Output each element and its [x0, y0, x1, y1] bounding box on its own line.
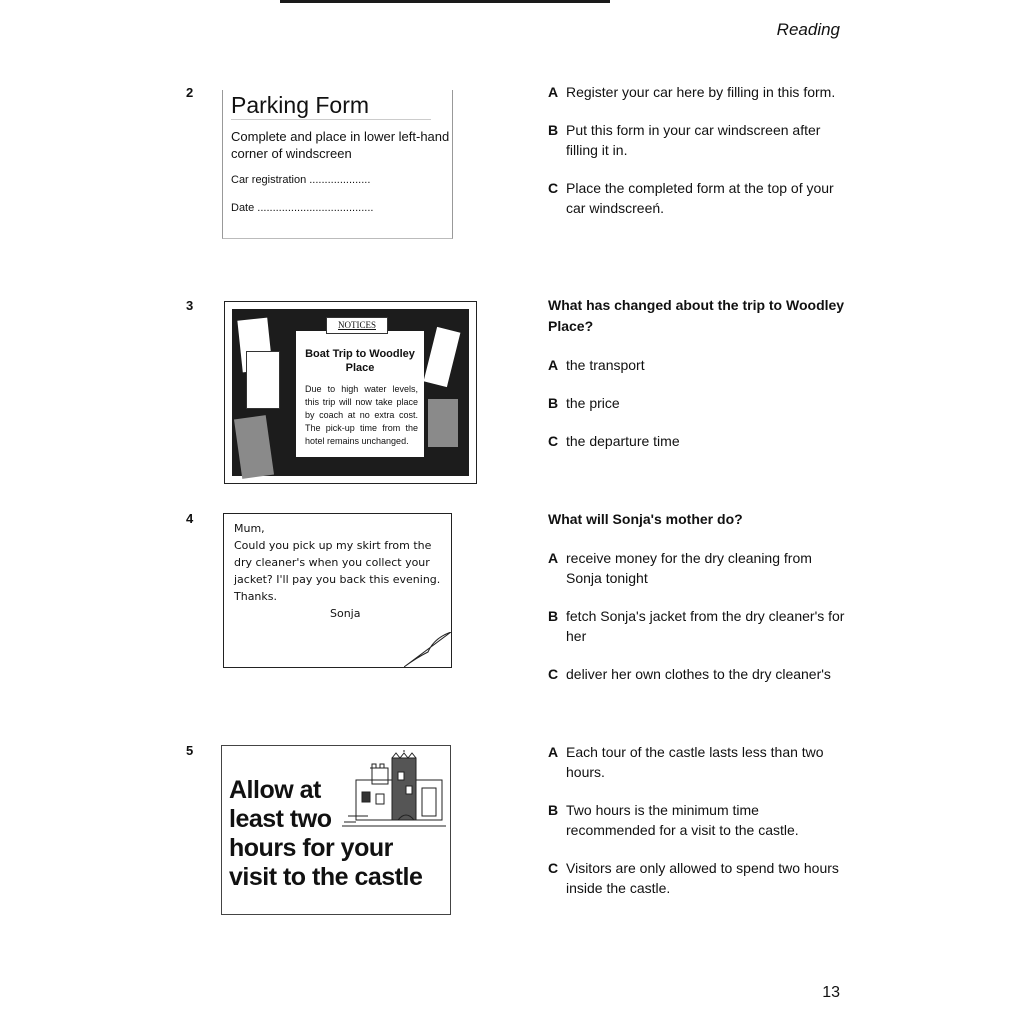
notice-board	[224, 301, 477, 484]
parking-form	[222, 90, 453, 239]
option-a[interactable]: A receive money for the dry cleaning from Sonja tonight	[548, 550, 812, 586]
sign-line: hours for your	[229, 834, 393, 862]
note-greeting: Mum,	[234, 522, 265, 535]
question-number-5: 5	[186, 743, 194, 758]
pinned-paper	[428, 399, 458, 447]
option-b[interactable]: B Put this form in your car windscreen after filling it in.	[548, 122, 821, 158]
option-c[interactable]: C Place the completed form at the top of your car windscreeń.	[548, 180, 834, 216]
answer-options-5	[548, 742, 848, 916]
notice-title: Boat Trip to Woodley Place	[305, 348, 415, 374]
note-text	[234, 520, 444, 622]
pinned-paper	[234, 415, 274, 479]
answer-options-2	[548, 82, 848, 236]
option-c[interactable]: C Visitors are only allowed to spend two hours inside the castle.	[548, 860, 839, 896]
page-curl-icon	[404, 632, 452, 668]
pinned-paper	[424, 327, 461, 387]
top-rule	[280, 0, 610, 3]
sign-line: least two	[229, 805, 332, 833]
option-b[interactable]: B fetch Sonja's jacket from the dry cleaner's for her	[548, 608, 845, 644]
question-text-4: What will Sonja's mother do?	[548, 511, 743, 527]
car-registration-field: Car registration ....................	[231, 174, 371, 186]
option-a[interactable]: A Each tour of the castle lasts less than two hours.	[548, 744, 824, 780]
notices-label: NOTICES	[326, 317, 388, 334]
board-background	[232, 309, 469, 476]
handwritten-note	[223, 513, 452, 668]
section-header: Reading	[776, 20, 840, 39]
boat-trip-notice	[296, 331, 424, 457]
castle-sign	[221, 745, 451, 915]
option-c[interactable]: C the departure time	[548, 433, 680, 449]
note-thanks: Thanks.	[234, 590, 278, 603]
option-b[interactable]: B Two hours is the minimum time recommended for a visit to the castle.	[548, 802, 799, 838]
sign-line: Allow at	[229, 776, 321, 804]
option-c[interactable]: C deliver her own clothes to the dry cleaner's	[548, 666, 831, 682]
page-number: 13	[822, 984, 840, 1001]
option-a[interactable]: A Register your car here by filling in this form.	[548, 84, 836, 100]
answer-options-4	[548, 509, 848, 702]
parking-form-title: Parking Form	[231, 90, 431, 120]
answer-options-3	[548, 295, 848, 469]
option-b[interactable]: B the price	[548, 395, 620, 411]
note-signature: Sonja	[330, 607, 361, 620]
notice-body: Due to high water levels, this trip will now take place by coach at no extra cost. The pick-up time from the hotel remains unchanged.	[305, 384, 418, 446]
question-number-4: 4	[186, 511, 194, 526]
option-a[interactable]: A the transport	[548, 357, 645, 373]
pinned-paper	[246, 351, 280, 409]
sign-line: visit to the castle	[229, 863, 423, 891]
castle-icon	[342, 750, 446, 830]
question-number-2: 2	[186, 85, 194, 100]
note-body: Could you pick up my skirt from the dry cleaner's when you collect your jacket? I'll pay you back this evening.	[234, 539, 441, 586]
question-number-3: 3	[186, 298, 194, 313]
date-field: Date ......................................	[231, 202, 374, 214]
parking-form-instruction: Complete and place in lower left-hand corner of windscreen	[231, 129, 450, 161]
question-text-3: What has changed about the trip to Woodley Place?	[548, 297, 845, 334]
